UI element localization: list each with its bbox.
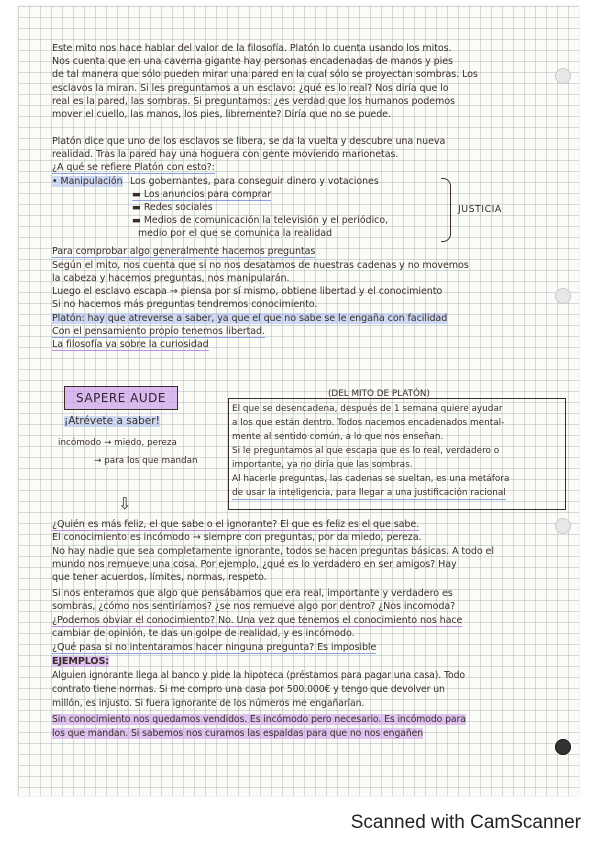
text-line: mundo nos remueve una cosa. Por ejemplo, ¿qué es lo verdadero en ser amigos? Hay bbox=[52, 559, 457, 570]
text-line: El conocimiento es incómodo → siempre con preguntas, por da miedo, pereza. bbox=[52, 532, 422, 543]
arrow-down-icon: ⇩ bbox=[118, 494, 132, 513]
manipulation-label: • Manipulación bbox=[52, 176, 123, 187]
sapere-aude-box bbox=[64, 386, 178, 410]
text-line: la cabeza y hacemos preguntas, nos manipularán. bbox=[52, 273, 290, 284]
binder-hole-icon bbox=[555, 739, 571, 755]
text-line: esclavos la miran. Si les preguntamos a un esclavo: ¿qué es lo real? Nos diría que lo bbox=[52, 83, 449, 94]
text-line: real es la pared, las sombras. Si preguntamos: ¿es verdad que los humanos podemos bbox=[52, 96, 455, 107]
quote-line: a los que están dentro. Todos nacemos encadenados mental- bbox=[232, 418, 505, 428]
text-line: ¿Quién es más feliz, el que sabe o el ignorante? El que es feliz es el que sabe. bbox=[52, 519, 420, 530]
binder-hole-icon bbox=[555, 288, 571, 304]
quote-line: Al hacerle preguntas, las cadenas se sueltan, es una metáfora bbox=[232, 474, 510, 484]
side-note: → para los que mandan bbox=[94, 456, 198, 466]
example-line: Sin conocimiento nos quedamos vendidos. Es incómodo pero necesario. Es incómodo para bbox=[52, 714, 466, 725]
example-line: contrato tiene normas. Si me compro una casa por 500.000€ y tengo que devolver un bbox=[52, 684, 445, 695]
text-line: ¿Qué pasa si no intentaramos hacer ninguna pregunta? Es imposible bbox=[52, 642, 377, 653]
text-line: sombras, ¿cómo nos sentiríamos? ¿se nos remueve algo por dentro? ¿Nos incomoda? bbox=[52, 601, 456, 612]
example-line: millón, es injusto. Si fuera ignorante de los números me engañarían. bbox=[52, 698, 365, 709]
text-line: ¿Podemos obviar el conocimiento? No. Una vez que tenemos el conocimiento nos hace bbox=[52, 615, 463, 626]
text-line: Con el pensamiento propio tenemos libertad. bbox=[52, 326, 265, 337]
quote-line: importante, ya no diría que las sombras. bbox=[232, 460, 413, 470]
text-line: de tal manera que sólo pueden mirar una pared en la cual sólo se proyectan sombras. Los bbox=[52, 69, 478, 80]
quote-line: Si le preguntamos al que escapa que es lo real, verdadero o bbox=[232, 446, 500, 456]
text-line: Para comprobar algo generalmente hacemos preguntas bbox=[52, 246, 316, 257]
text-line: No hay nadie que sea completamente ignorante, todos se hacen preguntas básicas. A todo el bbox=[52, 546, 494, 557]
example-line: los que mandan. Si sabemos nos curamos las espaldas para que no nos engañen bbox=[52, 728, 424, 739]
quote-line: El que se desencadena, después de 1 semana quiere ayudar bbox=[232, 404, 503, 414]
manipulation-item: ▬ Los anuncios para comprar bbox=[132, 189, 272, 200]
example-line: Alguien ignorante llega al banco y pide la hipoteca (préstamos para pagar una casa). Todo bbox=[52, 670, 465, 681]
text-line: Si no hacemos más preguntas tendremos conocimiento. bbox=[52, 299, 318, 310]
manipulation-item: Los gobernantes, para conseguir dinero y votaciones bbox=[130, 176, 379, 187]
text-line: realidad. Tras la pared hay una hoguera con gente moviendo marionetas. bbox=[52, 149, 399, 160]
text-line: Luego el esclavo escapa → piensa por sí mismo, obtiene libertad y el conocimiento bbox=[52, 286, 443, 297]
binder-hole-icon bbox=[555, 518, 571, 534]
text-line: Platón dice que uno de los esclavos se libera, se da la vuelta y descubre una nueva bbox=[52, 136, 446, 147]
manipulation-item: ▬ Medios de comunicación la televisión y el periódico, bbox=[132, 215, 389, 226]
text-line: que tener acuerdos, límites, normas, respeto. bbox=[52, 572, 267, 583]
examples-label: EJEMPLOS: bbox=[52, 656, 110, 667]
text-line: Según el mito, nos cuenta que si no nos desatamos de nuestras cadenas y no movemos bbox=[52, 260, 469, 271]
curly-brace bbox=[441, 178, 451, 242]
side-note: incómodo → miedo, pereza bbox=[58, 438, 177, 448]
text-line: Nos cuenta que en una caverna gigante hay personas encadenadas de manos y pies bbox=[52, 56, 453, 67]
sapere-aude-subtitle: ¡Atrévete a saber! bbox=[64, 415, 160, 427]
question-line: ¿A qué se refiere Platón con esto?: bbox=[52, 162, 215, 173]
sapere-aude-title: SAPERE AUDE bbox=[76, 391, 166, 405]
notebook-page bbox=[18, 6, 579, 796]
footer-text: Scanned with CamScanner bbox=[350, 812, 581, 833]
justice-label: JUSTICIA bbox=[458, 204, 502, 215]
text-line: mover el cuello, las manos, los pies, libremente? Diría que no se puede. bbox=[52, 109, 391, 120]
quote-line: de usar la inteligencia, para llegar a una justificación racional bbox=[232, 488, 506, 498]
text-line: La filosofía va sobre la curiosidad bbox=[52, 339, 209, 350]
text-line: Si nos enteramos que algo que pensábamos que era real, importante y verdadero es bbox=[52, 588, 453, 599]
text-line: cambiar de opinión, te das un golpe de realidad, y es incómodo. bbox=[52, 628, 355, 639]
binder-hole-icon bbox=[555, 68, 571, 84]
quote-line: mente al sentido común, a lo que nos enseñan. bbox=[232, 432, 444, 442]
text-line: Platón: hay que atreverse a saber, ya que el que no sabe se le engaña con facilidad bbox=[52, 313, 448, 324]
quote-heading: (DEL MITO DE PLATÓN) bbox=[328, 389, 430, 399]
manipulation-item: ▬ Redes sociales bbox=[132, 202, 213, 213]
text-line: Este mito nos hace hablar del valor de la filosofía. Platón lo cuenta usando los mitos. bbox=[52, 43, 452, 54]
manipulation-item: medio por el que se comunica la realidad bbox=[138, 228, 333, 239]
